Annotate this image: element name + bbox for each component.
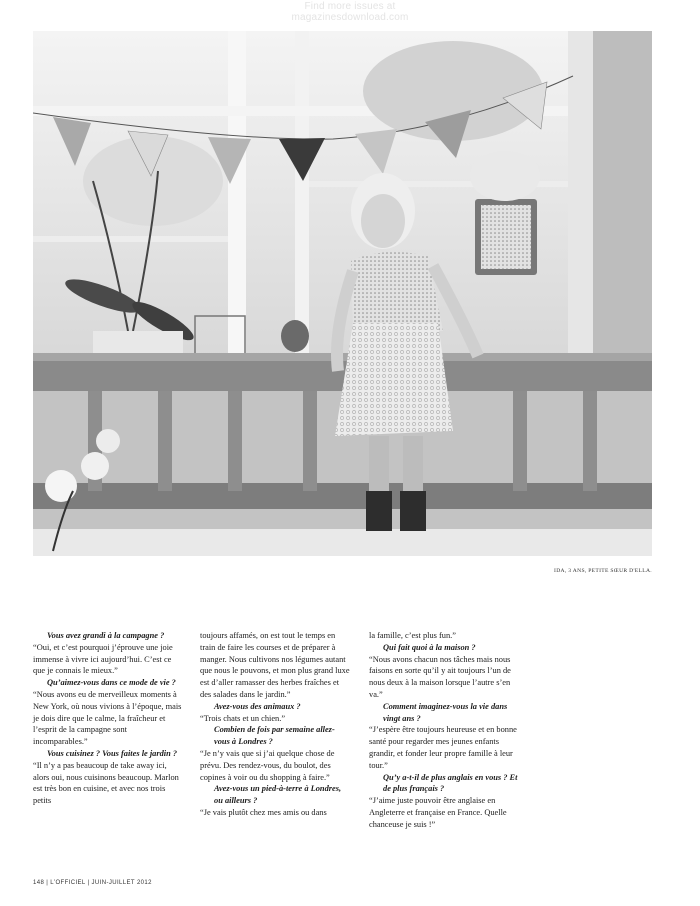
interview-question: Avez-vous un pied-à-terre à Londres, ou ailleurs ? (214, 784, 342, 806)
main-photo (33, 31, 652, 556)
text-column-1 (33, 630, 183, 807)
interview-answer: “Je n’y vais que si j’ai quelque chose de prévu. Des rendez-vous, du boulot, des copines à voir ou du shopping à faire.” (200, 748, 335, 782)
interview-answer: toujours affamés, on est tout le temps en train de faire les courses et de préparer à manger. Nous cultivons nos légumes autant que nous le pouvons, et mon plus grand luxe est d’aller ramasser des herbes fraîches et des salades dans le jardin.” (200, 631, 350, 699)
interview-answer: “Nous avons chacun nos tâches mais nous faisons en sorte qu’il y ait toujours l’un de nous deux à la maison lorsque l’autre s’en va.” (369, 654, 511, 699)
interview-question: Vous avez grandi à la campagne ? (47, 631, 165, 640)
photo-caption: IDA, 3 ANS, PETITE SŒUR D'ELLA. (554, 568, 652, 574)
watermark (0, 1, 700, 23)
interview-answer: “Il n’y a pas beaucoup de take away ici, alors oui, nous cuisinons beaucoup. Marlon est très bon en cuisine, et avec nos trois petits (33, 760, 179, 806)
interview-answer: “Nous avons eu de merveilleux moments à New York, où nous vivions à l’époque, mais je dois dire que le calme, la fraîcheur et l’esprit de la campagne sont incomparables.” (33, 689, 182, 747)
interview-question: Combien de fois par semaine allez-vous à Londres ? (214, 725, 335, 747)
watermark-line-2: magazinesdownload.com (291, 12, 409, 23)
text-column-2 (200, 630, 350, 819)
interview-answer: “Je vais plutôt chez mes amis ou dans (200, 807, 327, 817)
interview-answer: “J’aime juste pouvoir être anglaise en Angleterre et française en France. Quelle chanceuse je suis !” (369, 796, 507, 829)
page-footer: 148 | L’OFFICIEL | JUIN-JUILLET 2012 (33, 880, 152, 886)
watermark-line-1: Find more issues at (304, 1, 396, 12)
interview-question: Qu’y a-t-il de plus anglais en vous ? Et de plus français ? (383, 772, 518, 794)
interview-answer: “Trois chats et un chien.” (200, 713, 286, 723)
interview-answer: “Oui, et c’est pourquoi j’éprouve une joie immense à vivre ici aujourd’hui. C’est ce que je connais le mieux.” (33, 642, 173, 676)
interview-question: Qui fait quoi à la maison ? (383, 642, 476, 652)
interview-question: Qu’aimez-vous dans ce mode de vie ? (47, 678, 176, 688)
interview-question: Vous cuisinez ? Vous faites le jardin ? (47, 748, 178, 758)
text-column-3 (369, 630, 519, 831)
interview-answer: la famille, c’est plus fun.” (369, 631, 456, 640)
interview-answer: “J’espère être toujours heureuse et en bonne santé pour regarder mes jeunes enfants grandir, et fonder leur propre famille à leur tour.” (369, 725, 517, 770)
interview-question: Comment imaginez-vous la vie dans vingt ans ? (383, 701, 508, 723)
photo-illustration (33, 31, 652, 556)
interview-question: Avez-vous des animaux ? (214, 701, 301, 711)
